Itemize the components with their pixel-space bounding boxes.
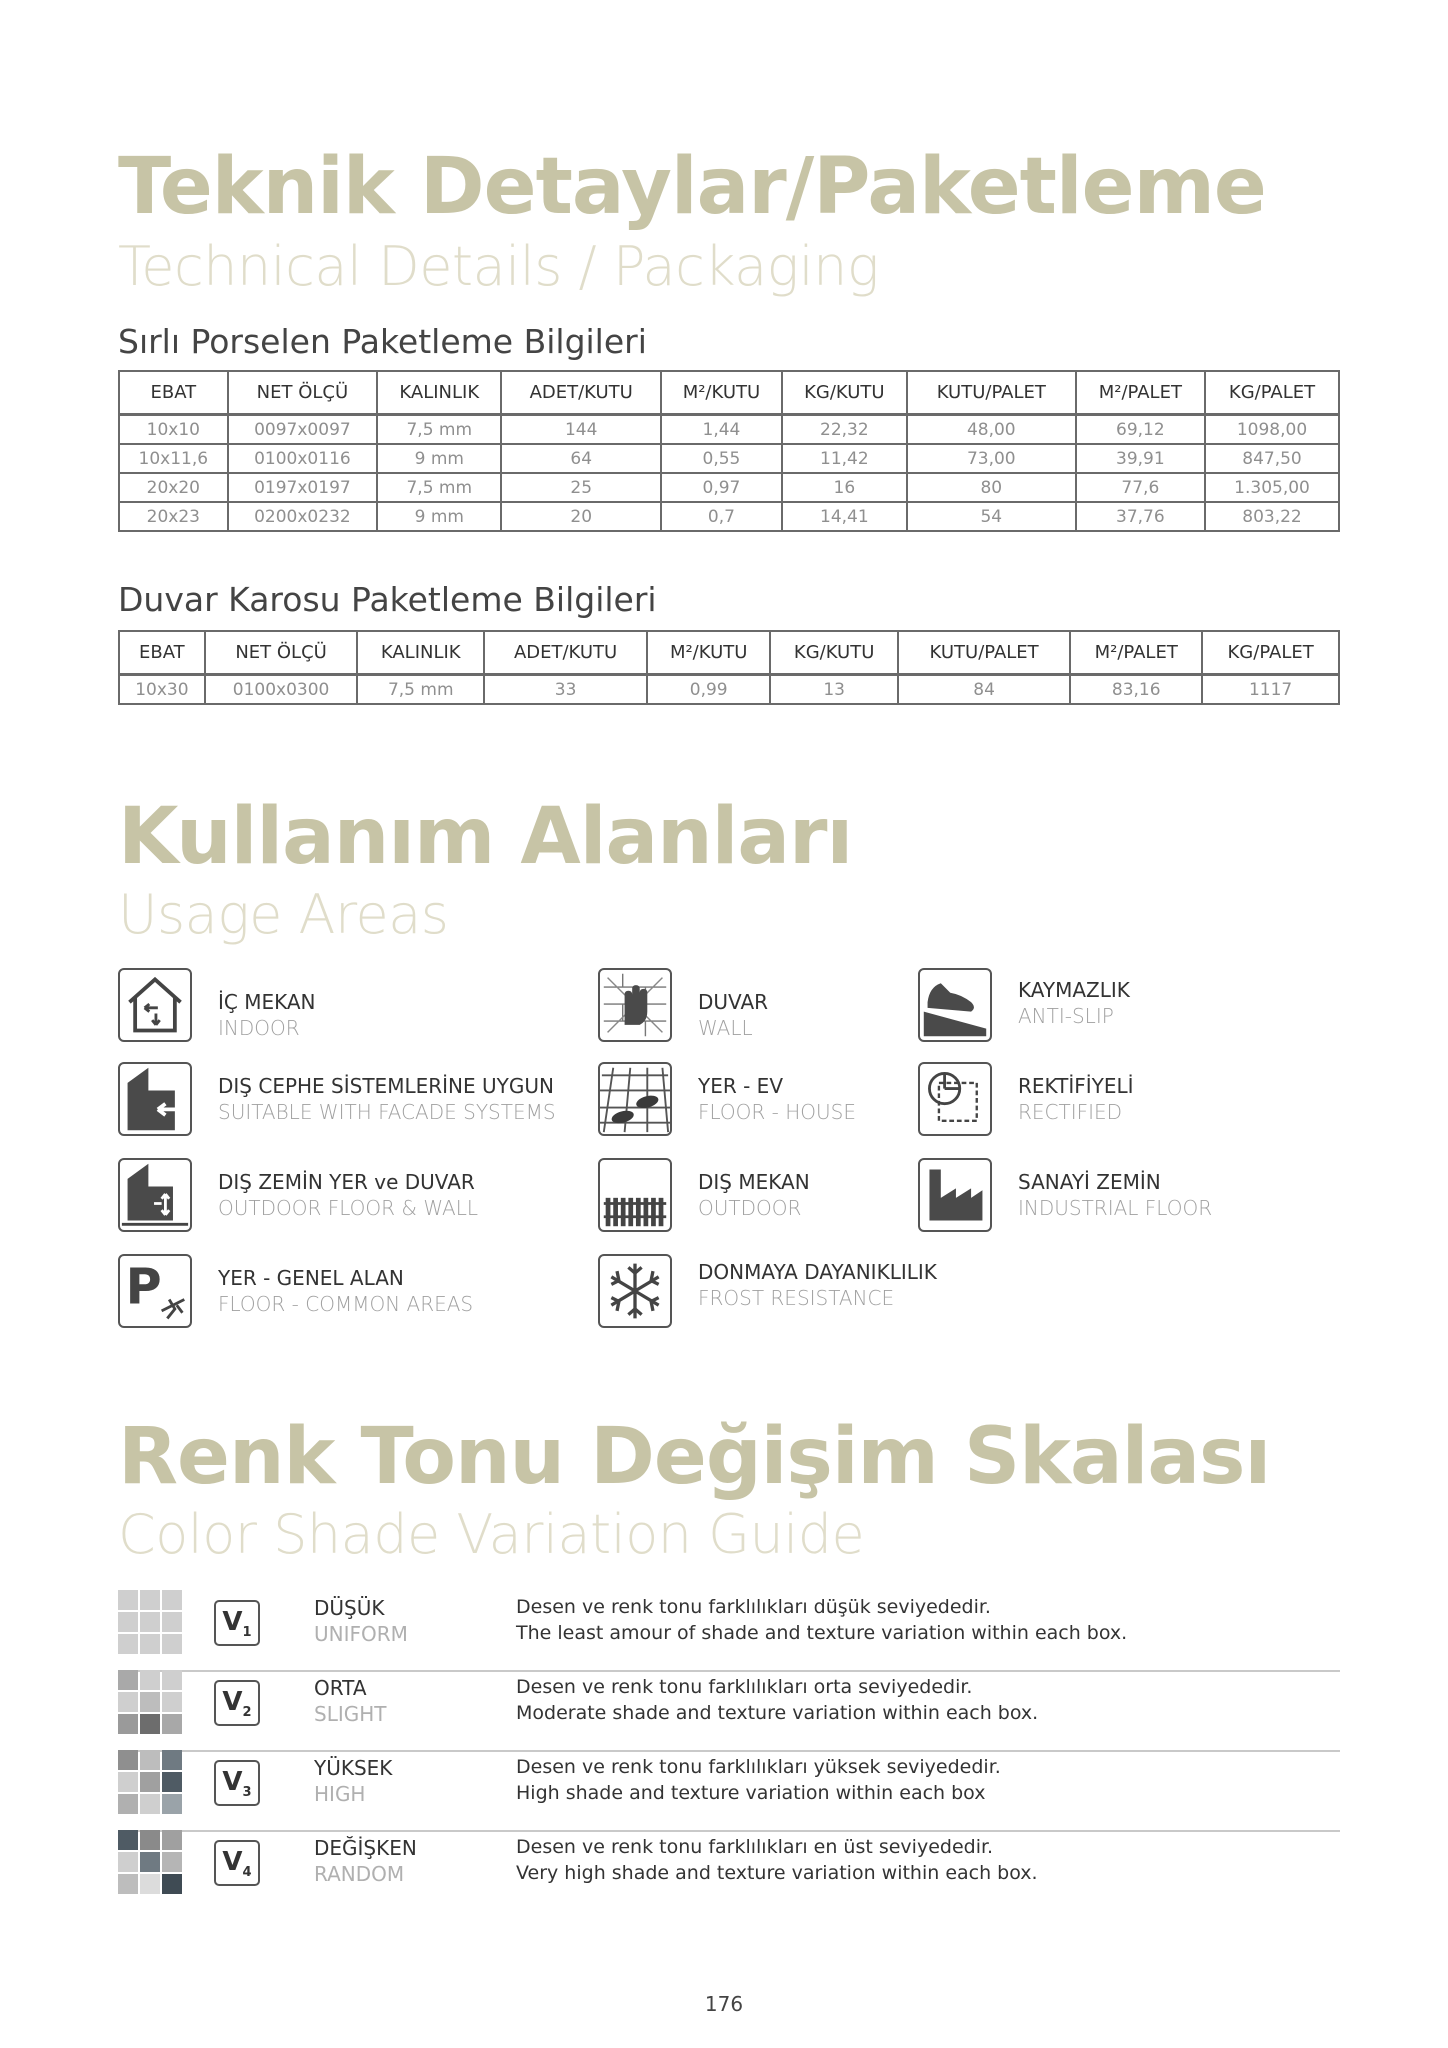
house-indoor-icon <box>118 968 192 1042</box>
usage-label-tr: DIŞ CEPHE SİSTEMLERİNE UYGUN <box>218 1074 554 1098</box>
table-cell: 0,97 <box>661 473 782 502</box>
table-cell: 84 <box>898 675 1070 705</box>
shade-desc-tr: Desen ve renk tonu farklılıkları en üst seviyededir. <box>516 1836 994 1858</box>
usage-label-tr: DIŞ ZEMİN YER ve DUVAR <box>218 1170 475 1194</box>
usage-label-en: RECTIFIED <box>1018 1100 1123 1124</box>
table-cell: 0,99 <box>647 675 770 705</box>
table-cell: 20x20 <box>119 473 228 502</box>
table-cell: 1117 <box>1202 675 1339 705</box>
table-cell: 1.305,00 <box>1205 473 1339 502</box>
table-row <box>119 444 1339 473</box>
shade-swatch-uniform <box>118 1590 182 1654</box>
table-cell: 0,7 <box>661 502 782 531</box>
table-header: M²/KUTU <box>661 371 782 415</box>
shade-desc-en: High shade and texture variation within each box <box>516 1782 986 1804</box>
factory-icon <box>918 1158 992 1232</box>
shade-code-badge: $V_4$ <box>214 1840 260 1886</box>
table-header: NET ÖLÇÜ <box>228 371 378 415</box>
table-cell: 847,50 <box>1205 444 1339 473</box>
table-row <box>119 675 1339 705</box>
table-cell: 10x30 <box>119 675 205 705</box>
table-cell: 48,00 <box>907 415 1076 445</box>
parking-airplane-icon <box>118 1254 192 1328</box>
usage-label-tr: REKTİFİYELİ <box>1018 1074 1134 1098</box>
table-cell: 0097x0097 <box>228 415 378 445</box>
table-header: M²/PALET <box>1076 371 1205 415</box>
table-header: KG/KUTU <box>770 631 898 675</box>
section-title-technical: Teknik Detaylar/Paketleme <box>118 142 1266 232</box>
footprint-floor-icon <box>598 1062 672 1136</box>
table-row <box>119 502 1339 531</box>
table-cell: 22,32 <box>782 415 907 445</box>
shade-level-tr: ORTA <box>314 1676 367 1700</box>
table-header: EBAT <box>119 371 228 415</box>
usage-label-tr: KAYMAZLIK <box>1018 978 1130 1002</box>
usage-label-tr: YER - EV <box>698 1074 783 1098</box>
shade-level-tr: YÜKSEK <box>314 1756 393 1780</box>
usage-label-en: SUITABLE WITH FACADE SYSTEMS <box>218 1100 556 1124</box>
table-cell: 7,5 mm <box>377 473 501 502</box>
shade-level-en: UNIFORM <box>314 1622 408 1646</box>
table-header: M²/PALET <box>1070 631 1202 675</box>
table-cell: 13 <box>770 675 898 705</box>
usage-label-tr: SANAYİ ZEMİN <box>1018 1170 1161 1194</box>
table-cell: 69,12 <box>1076 415 1205 445</box>
table-cell: 0200x0232 <box>228 502 378 531</box>
section-title-usage: Kullanım Alanları <box>118 792 853 882</box>
usage-label-tr: DUVAR <box>698 990 769 1014</box>
shade-code-badge: $V_1$ <box>214 1600 260 1646</box>
table-cell: 64 <box>501 444 661 473</box>
shade-level-en: SLIGHT <box>314 1702 387 1726</box>
table-cell: 73,00 <box>907 444 1076 473</box>
section-title-shade: Renk Tonu Değişim Skalası <box>118 1412 1271 1502</box>
shade-level-en: HIGH <box>314 1782 366 1806</box>
usage-label-tr: DONMAYA DAYANIKLILIK <box>698 1260 937 1284</box>
table-header: ADET/KUTU <box>501 371 661 415</box>
table-header: KG/PALET <box>1202 631 1339 675</box>
hand-wall-icon <box>598 968 672 1042</box>
table-cell: 0100x0300 <box>205 675 358 705</box>
section-subtitle-usage: Usage Areas <box>118 883 449 946</box>
shade-desc-tr: Desen ve renk tonu farklılıkları düşük seviyededir. <box>516 1596 991 1618</box>
table-cell: 0,55 <box>661 444 782 473</box>
table-header: ADET/KUTU <box>484 631 647 675</box>
usage-label-tr: İÇ MEKAN <box>218 990 316 1014</box>
shade-level-en: RANDOM <box>314 1862 405 1886</box>
table-cell: 9 mm <box>377 502 501 531</box>
usage-label-en: FLOOR - COMMON AREAS <box>218 1292 474 1316</box>
table-cell: 0100x0116 <box>228 444 378 473</box>
section-subtitle-technical: Technical Details / Packaging <box>118 235 879 298</box>
shade-row-v2 <box>118 1670 1340 1750</box>
fence-icon <box>598 1158 672 1232</box>
table-cell: 9 mm <box>377 444 501 473</box>
table-cell: 1098,00 <box>1205 415 1339 445</box>
usage-label-en: INDUSTRIAL FLOOR <box>1018 1196 1213 1220</box>
rectified-icon <box>918 1062 992 1136</box>
section-subtitle-shade: Color Shade Variation Guide <box>118 1503 865 1566</box>
usage-label-en: OUTDOOR <box>698 1196 802 1220</box>
table-cell: 39,91 <box>1076 444 1205 473</box>
usage-label-en: WALL <box>698 1016 753 1040</box>
table-cell: 33 <box>484 675 647 705</box>
shade-desc-tr: Desen ve renk tonu farklılıkları yüksek seviyededir. <box>516 1756 1001 1778</box>
shade-swatch-slight <box>118 1670 182 1734</box>
table-cell: 803,22 <box>1205 502 1339 531</box>
table-cell: 37,76 <box>1076 502 1205 531</box>
table-cell: 25 <box>501 473 661 502</box>
table-cell: 144 <box>501 415 661 445</box>
table1-caption: Sırlı Porselen Paketleme Bilgileri <box>118 322 647 361</box>
table-header: M²/KUTU <box>647 631 770 675</box>
table-cell: 1,44 <box>661 415 782 445</box>
shade-desc-en: Very high shade and texture variation within each box. <box>516 1862 1038 1884</box>
table-header: KALINLIK <box>377 371 501 415</box>
shade-desc-en: Moderate shade and texture variation within each box. <box>516 1702 1039 1724</box>
table2-caption: Duvar Karosu Paketleme Bilgileri <box>118 580 657 619</box>
snowflake-icon <box>598 1254 672 1328</box>
table-cell: 10x11,6 <box>119 444 228 473</box>
table-header: KG/PALET <box>1205 371 1339 415</box>
facade-icon <box>118 1062 192 1136</box>
usage-label-tr: DIŞ MEKAN <box>698 1170 810 1194</box>
usage-label-en: OUTDOOR FLOOR & WALL <box>218 1196 479 1220</box>
shade-level-tr: DEĞİŞKEN <box>314 1836 417 1860</box>
table-header: EBAT <box>119 631 205 675</box>
usage-label-en: FLOOR - HOUSE <box>698 1100 856 1124</box>
table-cell: 14,41 <box>782 502 907 531</box>
table-cell: 10x10 <box>119 415 228 445</box>
table-cell: 20 <box>501 502 661 531</box>
shade-level-tr: DÜŞÜK <box>314 1596 385 1620</box>
table-cell: 0197x0197 <box>228 473 378 502</box>
usage-label-en: FROST RESISTANCE <box>698 1286 895 1310</box>
table-cell: 54 <box>907 502 1076 531</box>
usage-label-en: INDOOR <box>218 1016 300 1040</box>
shade-code-badge: $V_2$ <box>214 1680 260 1726</box>
shade-desc-en: The least amour of shade and texture variation within each box. <box>516 1622 1128 1644</box>
svg-text:P: P <box>125 1257 162 1316</box>
table-cell: 80 <box>907 473 1076 502</box>
shade-desc-tr: Desen ve renk tonu farklılıkları orta seviyededir. <box>516 1676 973 1698</box>
table-cell: 11,42 <box>782 444 907 473</box>
table-cell: 77,6 <box>1076 473 1205 502</box>
table-header: KALINLIK <box>357 631 484 675</box>
shade-row-v1 <box>118 1590 1340 1670</box>
table-cell: 7,5 mm <box>377 415 501 445</box>
table-header: KUTU/PALET <box>907 371 1076 415</box>
packaging-table-porcelain <box>118 370 1340 532</box>
shade-swatch-random <box>118 1830 182 1894</box>
shade-swatch-high <box>118 1750 182 1814</box>
page-number: 176 <box>704 1992 744 2016</box>
table-cell: 83,16 <box>1070 675 1202 705</box>
shade-row-v4 <box>118 1830 1340 1910</box>
usage-label-tr: YER - GENEL ALAN <box>218 1266 404 1290</box>
table-row <box>119 415 1339 445</box>
table-row <box>119 473 1339 502</box>
shade-row-v3 <box>118 1750 1340 1830</box>
table-cell: 20x23 <box>119 502 228 531</box>
table-header: KG/KUTU <box>782 371 907 415</box>
packaging-table-wall-tile <box>118 630 1340 705</box>
outdoor-floor-wall-icon <box>118 1158 192 1232</box>
shade-code-badge: $V_3$ <box>214 1760 260 1806</box>
table-cell: 7,5 mm <box>357 675 484 705</box>
table-header: NET ÖLÇÜ <box>205 631 358 675</box>
table-header: KUTU/PALET <box>898 631 1070 675</box>
usage-label-en: ANTI-SLIP <box>1018 1004 1114 1028</box>
shoe-slope-icon <box>918 968 992 1042</box>
table-cell: 16 <box>782 473 907 502</box>
